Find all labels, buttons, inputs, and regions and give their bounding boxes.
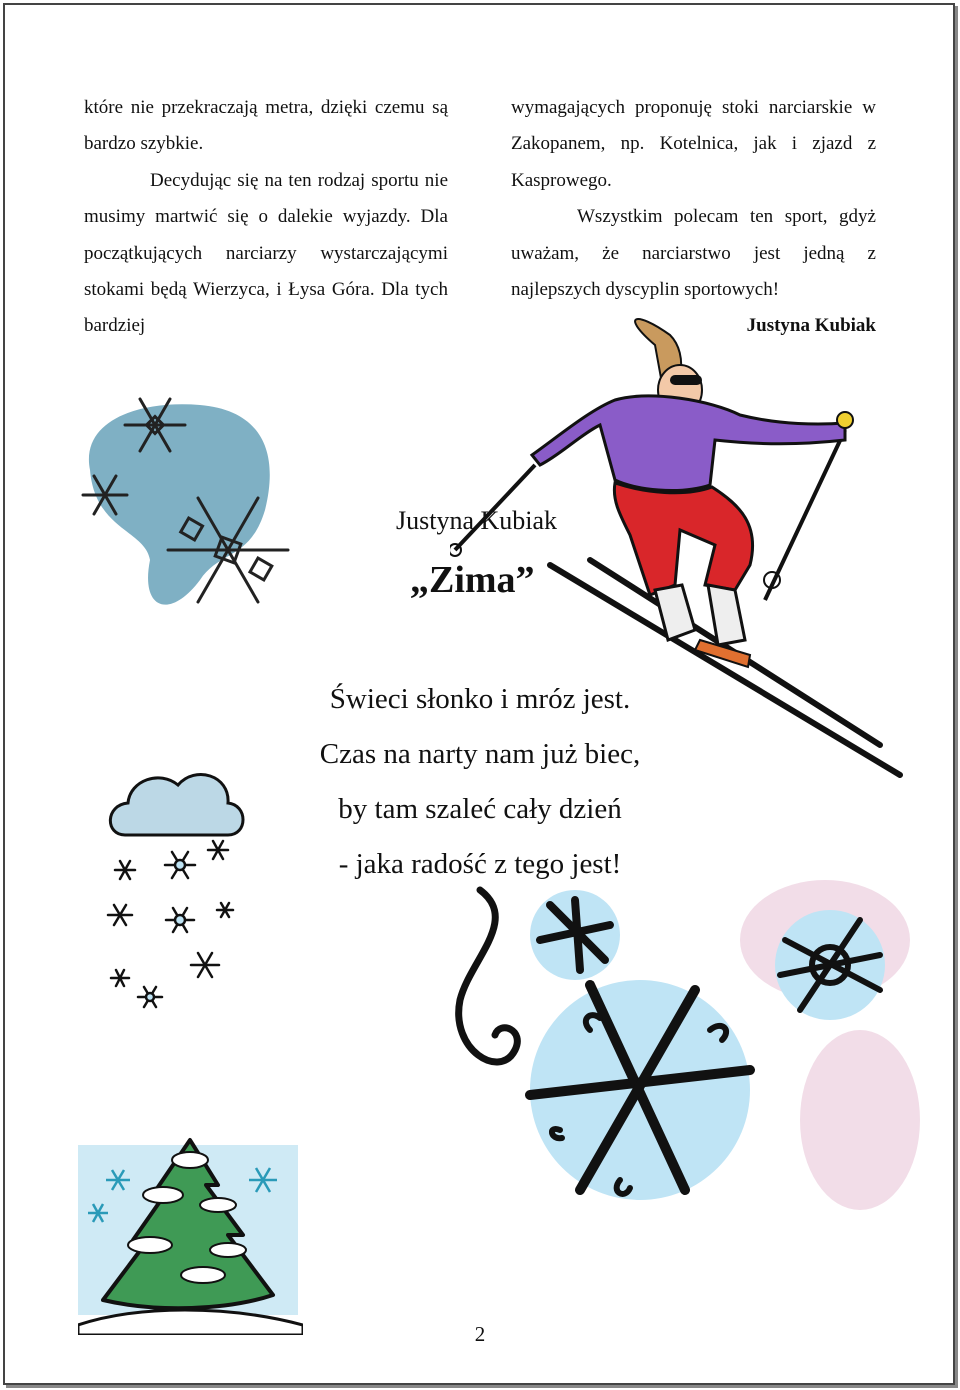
poem-line: by tam szaleć cały dzień	[338, 793, 622, 825]
poem-line: Świeci słonko i mróz jest.	[329, 683, 631, 715]
article-paragraph: Wszystkim polecam ten sport, gdyż uważam, że narciarstwo jest jedną z najlepszych dyscyplin sportowych!	[511, 206, 876, 301]
page-number: 2	[474, 1322, 486, 1346]
large-snowflakes-icon	[440, 880, 930, 1300]
snowflake-blob-icon	[50, 380, 320, 620]
article-left-column	[84, 90, 448, 345]
article-author: Justyna Kubiak	[746, 315, 876, 337]
poem-title: „Zima”	[410, 559, 535, 601]
poem-line: Czas na narty nam już biec,	[319, 738, 641, 770]
poem-line: - jaka radość z tego jest!	[338, 848, 622, 880]
christmas-tree-icon	[78, 1135, 303, 1335]
article-paragraph: Decydując się na ten rodzaj sportu nie musimy martwić się o dalekie wyjazdy. Dla początkujących narciarzy wystarczającymi stokami będą Wierzyca, i Łysa Góra. Dla tych bardziej	[84, 169, 448, 337]
snow-cloud-icon	[100, 765, 250, 1020]
article-paragraph: wymagających proponuję stoki narciarskie w Zakopanem, np. Kotelnica, jak i zjazd z Kasprowego.	[511, 97, 876, 191]
poem-body	[280, 672, 680, 892]
poem-author: Justyna Kubiak	[396, 506, 558, 535]
article-paragraph: które nie przekraczają metra, dzięki czemu są bardzo szybkie.	[84, 97, 448, 155]
